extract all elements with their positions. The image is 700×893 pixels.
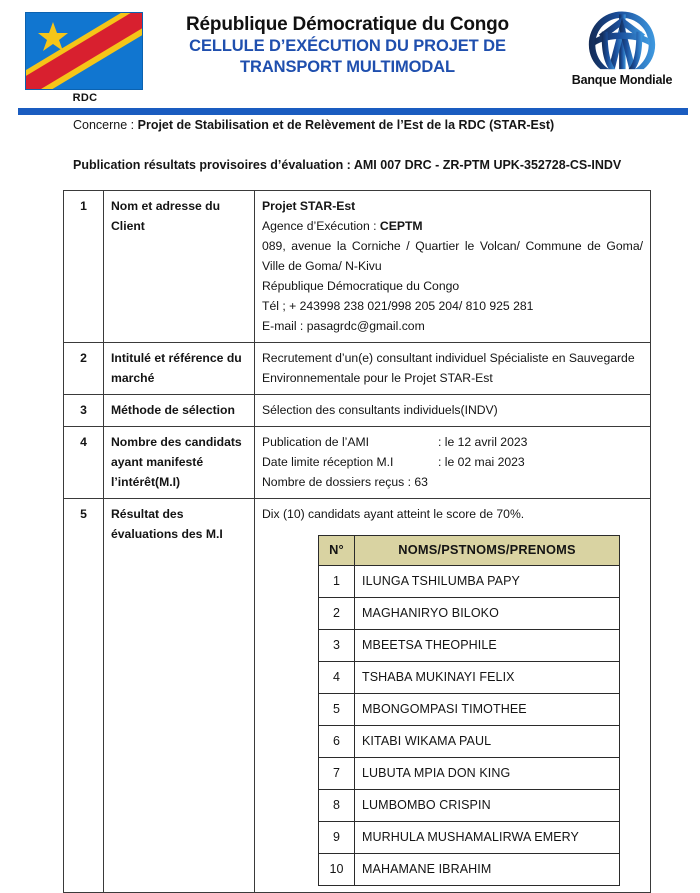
candidate-row: [319, 694, 620, 726]
candidate-name: MBEETSA THEOPHILE: [355, 630, 620, 662]
candidates-col-number: N°: [319, 536, 355, 566]
candidates-table: [318, 535, 620, 886]
candidate-row: [319, 566, 620, 598]
row-number: 3: [64, 395, 104, 427]
table-row: [64, 395, 651, 427]
concerne-label: Concerne :: [73, 118, 138, 132]
row-label: Nom et adresse du Client: [104, 191, 255, 343]
client-agency: Agence d’Exécution : CEPTM: [262, 219, 423, 233]
row-value: [255, 191, 651, 343]
candidate-row: [319, 726, 620, 758]
candidate-row: [319, 854, 620, 886]
row-value: [255, 427, 651, 499]
world-bank-globe-icon: [585, 10, 659, 72]
row-value: [255, 499, 651, 893]
client-project-name: Projet STAR-Est: [262, 199, 356, 213]
candidate-name: TSHABA MUKINAYI FELIX: [355, 662, 620, 694]
candidate-number: 3: [319, 630, 355, 662]
candidate-row: [319, 758, 620, 790]
ami-publication-label: Publication de l’AMI: [262, 435, 370, 449]
table-row: [64, 191, 651, 343]
date-row: [262, 452, 527, 472]
page-subtitle-line1: CELLULE D’EXÉCUTION DU PROJET DE: [189, 37, 506, 55]
candidate-number: 10: [319, 854, 355, 886]
applications-received: Nombre de dossiers reçus : 63: [262, 475, 428, 489]
candidate-name: ILUNGA TSHILUMBA PAPY: [355, 566, 620, 598]
concerne-value: Projet de Stabilisation et de Relèvement de l’Est de la RDC (STAR-Est): [137, 118, 555, 132]
candidate-row: [319, 630, 620, 662]
client-country: République Démocratique du Congo: [262, 279, 460, 293]
table-row: [64, 343, 651, 395]
candidate-number: 9: [319, 822, 355, 854]
date-row: [262, 472, 527, 492]
row-number: 2: [64, 343, 104, 395]
candidate-name: KITABI WIKAMA PAUL: [355, 726, 620, 758]
document-header: [0, 0, 700, 104]
worldbank-caption: Banque Mondiale: [571, 73, 673, 87]
candidate-row: [319, 662, 620, 694]
candidate-row: [319, 822, 620, 854]
row-number: 1: [64, 191, 104, 343]
notice-table: [63, 190, 651, 893]
dates-grid: [262, 432, 527, 492]
row-label: Résultat des évaluations des M.I: [104, 499, 255, 893]
mi-deadline-label: Date limite réception M.I: [262, 455, 394, 469]
candidate-number: 5: [319, 694, 355, 726]
candidate-number: 2: [319, 598, 355, 630]
candidate-name: MBONGOMPASI TIMOTHEE: [355, 694, 620, 726]
header-divider-bar: [18, 108, 688, 115]
worldbank-block: [550, 0, 700, 87]
candidate-name: MURHULA MUSHAMALIRWA EMERY: [355, 822, 620, 854]
client-phone: Tél ; + 243998 238 021/998 205 204/ 810 925 281: [262, 299, 534, 313]
row-number: 4: [64, 427, 104, 499]
page-subtitle-line2: TRANSPORT MULTIMODAL: [240, 58, 455, 76]
table-row: [64, 499, 651, 893]
page-title: République Démocratique du Congo: [186, 14, 509, 35]
client-email: E-mail : pasagrdc@gmail.com: [262, 319, 425, 333]
flag-caption: RDC: [72, 92, 98, 104]
candidate-name: MAGHANIRYO BILOKO: [355, 598, 620, 630]
date-row: [262, 432, 527, 452]
candidate-number: 6: [319, 726, 355, 758]
ami-publication-value: : le 12 avril 2023: [437, 435, 528, 449]
candidate-row: [319, 790, 620, 822]
candidate-number: 7: [319, 758, 355, 790]
row-value: [255, 343, 651, 395]
contract-title: Recrutement d’un(e) consultant individuel Spécialiste en Sauvegarde Environnementale pour le Projet STAR-Est: [262, 351, 635, 385]
candidates-table-wrapper: [262, 535, 643, 886]
row-value: [255, 395, 651, 427]
candidate-row: [319, 598, 620, 630]
publication-line: Publication résultats provisoires d’évaluation : AMI 007 DRC - ZR-PTM UPK-352728-CS-INDV: [73, 158, 622, 172]
candidates-col-names: NOMS/PSTNOMS/PRENOMS: [355, 536, 620, 566]
drc-flag-icon: [25, 12, 143, 90]
candidate-number: 8: [319, 790, 355, 822]
results-intro: Dix (10) candidats ayant atteint le score de 70%.: [262, 507, 525, 521]
flag-block: [0, 0, 145, 104]
candidate-number: 1: [319, 566, 355, 598]
applications-received-value: [438, 472, 527, 492]
header-title-block: [145, 0, 550, 78]
row-label: Intitulé et référence du marché: [104, 343, 255, 395]
candidates-body: [319, 566, 620, 886]
table-row: [64, 427, 651, 499]
row-number: 5: [64, 499, 104, 893]
concerne-line: [73, 117, 660, 134]
client-address: 089, avenue la Corniche / Quartier le Volcan/ Commune de Goma/ Ville de Goma/ N-Kivu: [262, 239, 643, 273]
row-label: Nombre des candidats ayant manifesté l’intérêt(M.I): [104, 427, 255, 499]
candidate-name: LUBUTA MPIA DON KING: [355, 758, 620, 790]
selection-method: Sélection des consultants individuels(INDV): [262, 403, 498, 417]
candidate-number: 4: [319, 662, 355, 694]
row-label: Méthode de sélection: [104, 395, 255, 427]
candidate-name: MAHAMANE IBRAHIM: [355, 854, 620, 886]
mi-deadline-value: : le 02 mai 2023: [437, 455, 525, 469]
candidate-name: LUMBOMBO CRISPIN: [355, 790, 620, 822]
candidates-header-row: [319, 536, 620, 566]
